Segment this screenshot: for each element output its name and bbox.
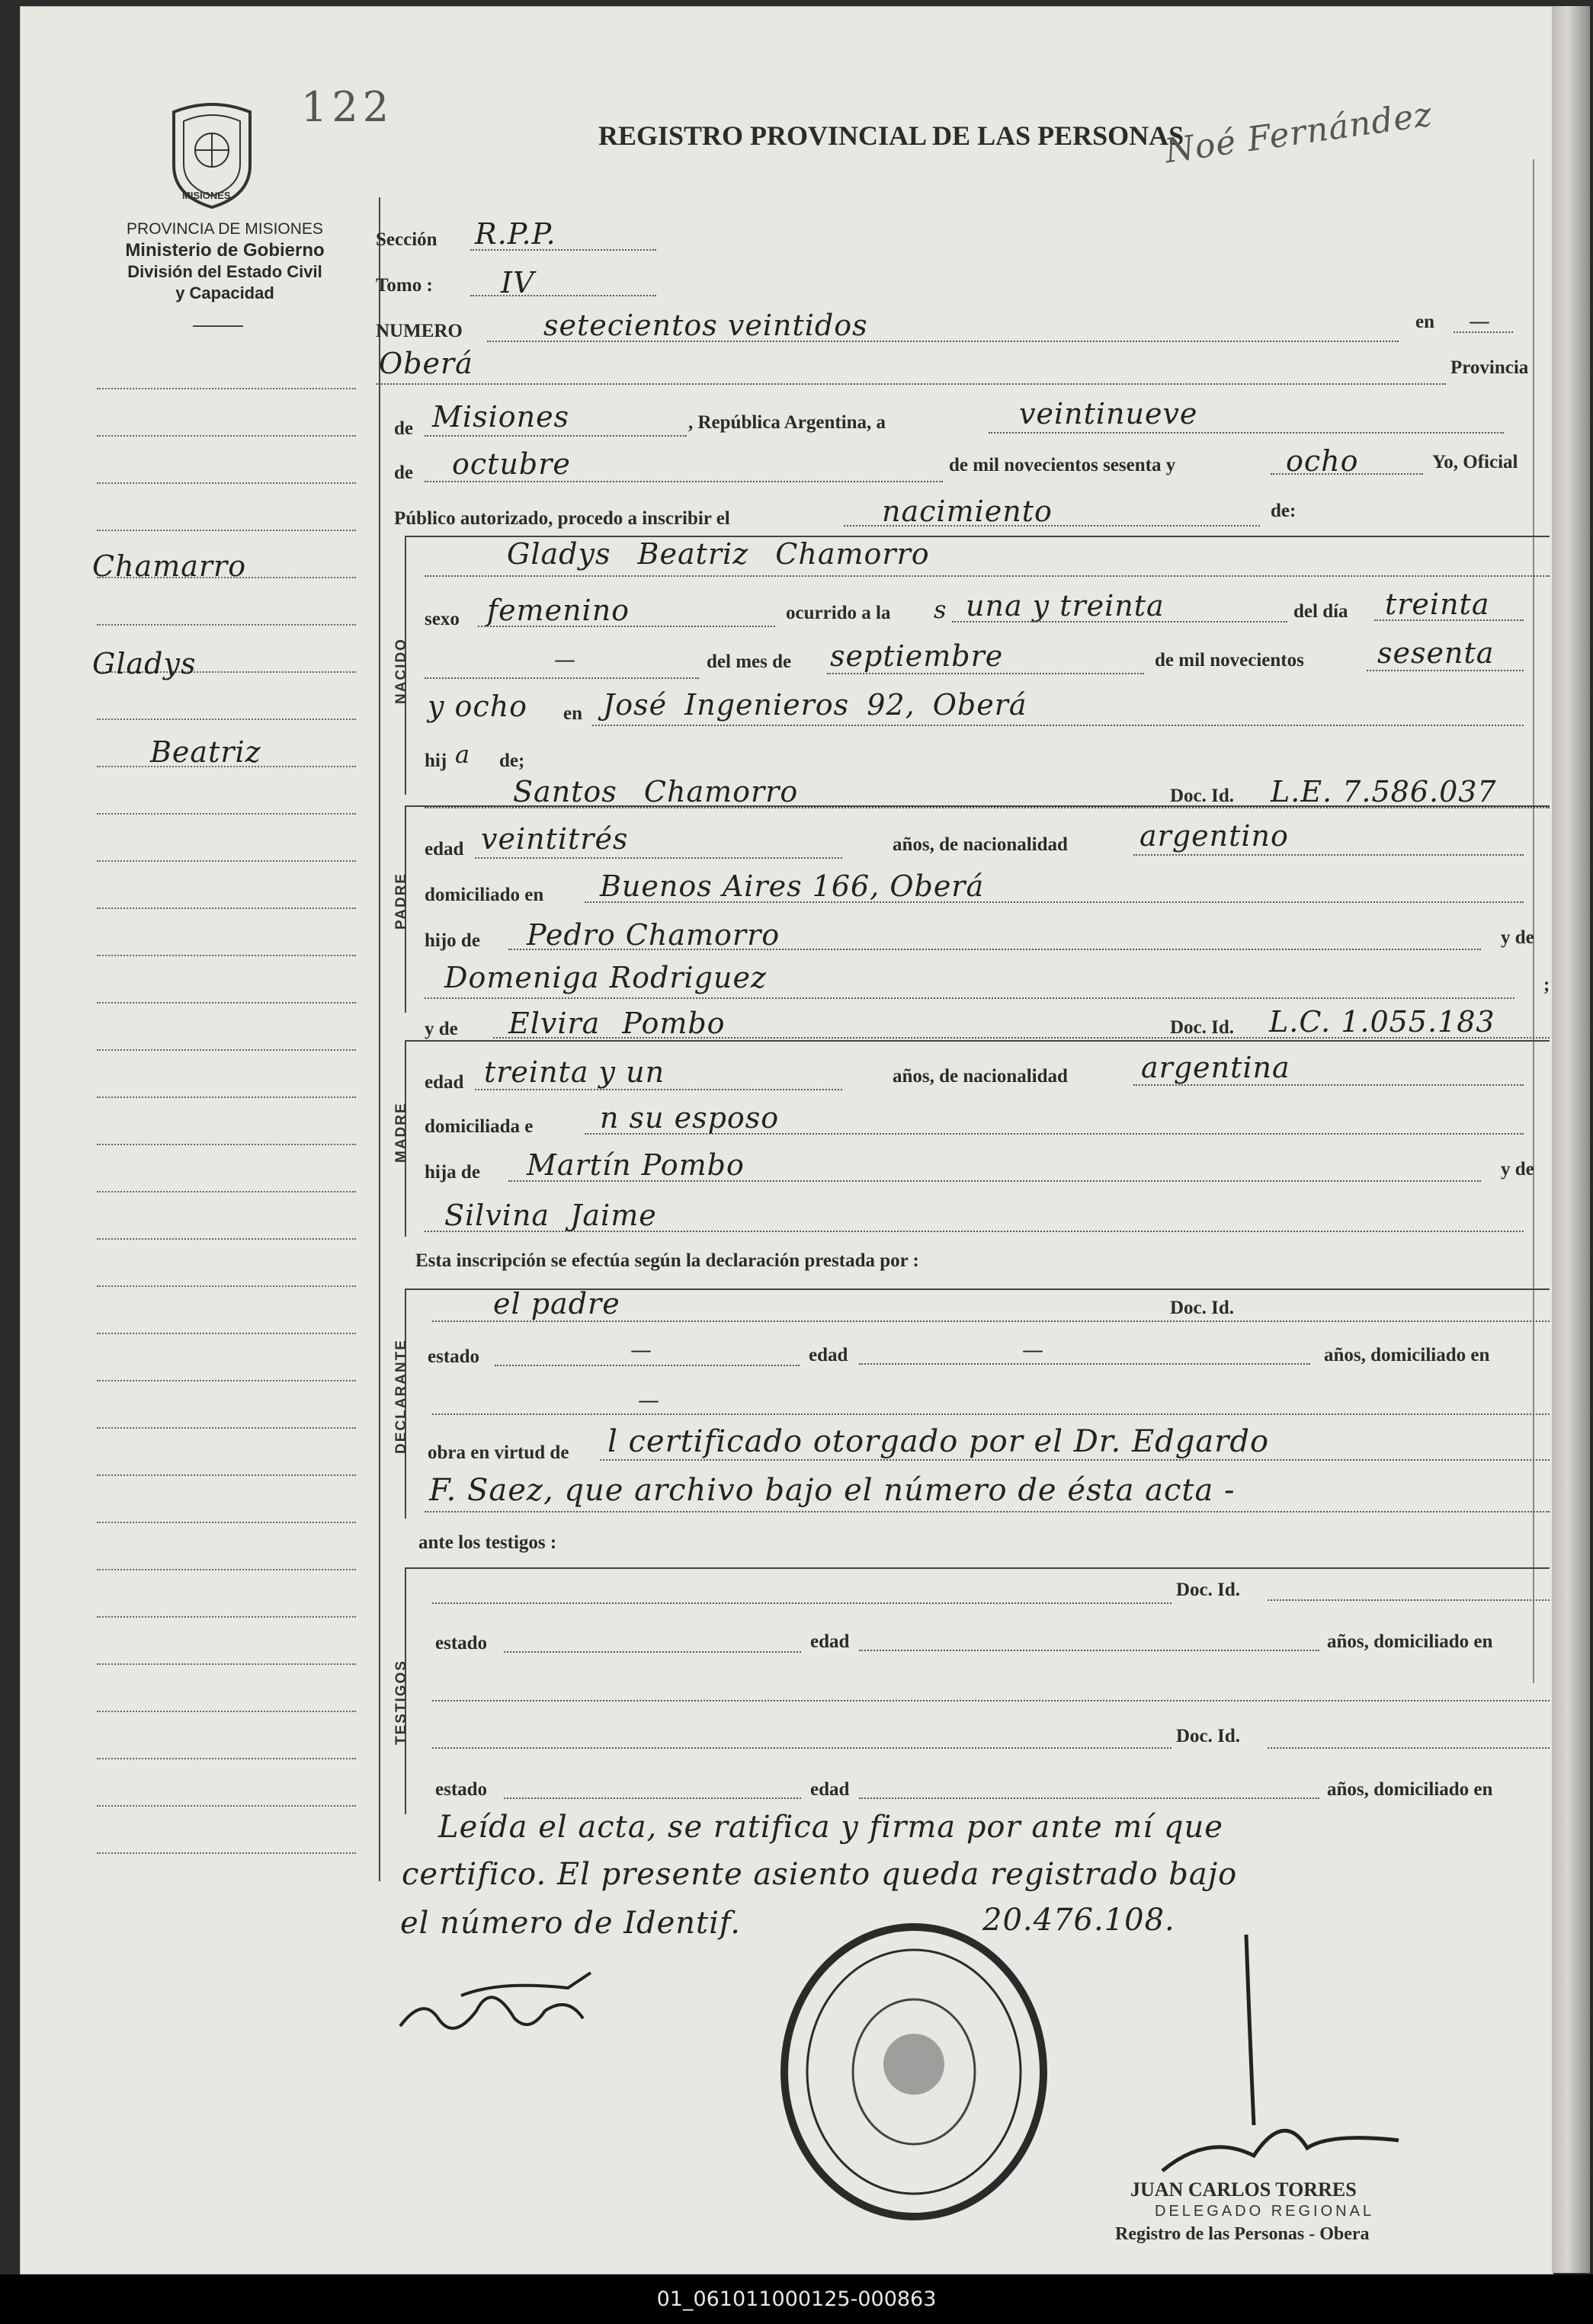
madre-doc-label: Doc. Id. (1170, 1017, 1235, 1038)
padre-y-de-label: y de (1501, 927, 1534, 948)
madre-label: MADRE (393, 1102, 409, 1163)
lugar-value: José Ingenieros 92, Oberá (603, 688, 1027, 722)
madre-edad-label: edad (425, 1072, 464, 1093)
officer-office: Registro de las Personas - Obera (1115, 2224, 1370, 2244)
file-id: 01_061011000125-000863 (0, 2274, 1593, 2324)
obra-value-2: F. Saez, que archivo bajo el número de ésta acta - (429, 1473, 1236, 1508)
nombre-value: Gladys Beatriz Chamorro (507, 537, 930, 571)
publico-label: Público autorizado, procedo a inscribir el (394, 508, 730, 529)
seccion-label: Sección (376, 229, 438, 250)
testigo2-anos-label: años, domiciliado en (1327, 1779, 1493, 1800)
closing-line3: el número de Identif. (400, 1906, 742, 1941)
testigo1-edad-label: edad (810, 1631, 850, 1652)
de-mil-label: de mil novecientos sesenta y (949, 455, 1176, 475)
margin-name1: Gladys (92, 647, 197, 680)
ano-value: sesenta (1377, 636, 1495, 670)
de-label-2: de (394, 463, 413, 483)
page-title: REGISTRO PROVINCIAL DE LAS PERSONAS (598, 120, 1184, 151)
agency-line2: Ministerio de Gobierno (125, 240, 325, 261)
yo-oficial-label: Yo, Oficial (1432, 452, 1518, 472)
hora-suffix-value: s (934, 595, 947, 624)
padre-semicolon: ; (1543, 975, 1550, 995)
localidad-value: Oberá (379, 347, 473, 380)
testigo1-estado-label: estado (435, 1633, 488, 1653)
sexo-label: sexo (425, 609, 460, 629)
seal-text: MISIONES (182, 190, 231, 201)
del-mes-label: del mes de (707, 651, 792, 672)
declarante-anos-label: años, domiciliado en (1324, 1345, 1490, 1365)
closing-dni: 20.476.108. (982, 1903, 1175, 1938)
madre-domicilio-label: domiciliada e (425, 1116, 534, 1137)
padre-nacionalidad-value: argentino (1139, 819, 1289, 853)
padre-edad-label: edad (425, 839, 464, 859)
margin-divider (379, 197, 380, 1881)
testigo1-anos-label: años, domiciliado en (1327, 1631, 1493, 1652)
padre-nombre-value: Santos Chamorro (513, 775, 799, 808)
madre-domicilio-value: n su esposo (600, 1101, 780, 1135)
provincia-value: Misiones (432, 400, 570, 434)
officer-signature (1132, 1927, 1406, 2178)
declarante-doc-label: Doc. Id. (1170, 1298, 1235, 1318)
testigo2-edad-label: edad (810, 1779, 850, 1800)
fecha-ano-value: ocho (1286, 444, 1359, 478)
register-page (20, 6, 1553, 2274)
declarante-nombre-value: el padre (493, 1287, 620, 1320)
declarant-signature (393, 1965, 621, 2049)
nacido-label: NACIDO (393, 638, 409, 704)
madre-doc-value: L.C. 1.055.183 (1269, 1005, 1495, 1039)
testigos-box (405, 1567, 1550, 1814)
declarante-edad-value: — (1022, 1337, 1044, 1362)
madre-nombre-value: Elvira Pombo (508, 1007, 726, 1040)
del-dia-label: del día (1293, 601, 1348, 622)
padre-doc-value: L.E. 7.586.037 (1271, 775, 1497, 808)
tomo-value: IV (501, 266, 535, 299)
madre-y-de-label-2: y de (1501, 1159, 1534, 1180)
de-label: de (394, 418, 413, 439)
madre-y-de-value: Silvina Jaime (444, 1199, 657, 1232)
margin-surname: Chamarro (92, 549, 247, 583)
book-edge (1552, 6, 1590, 2273)
testigo2-estado-label: estado (435, 1779, 488, 1800)
testigos-label: TESTIGOS (393, 1659, 409, 1745)
officer-role: DELEGADO REGIONAL (1155, 2203, 1375, 2220)
sexo-value: femenino (487, 594, 630, 627)
agency-line1: PROVINCIA DE MISIONES (127, 220, 323, 238)
agency-line3: División del Estado Civil (127, 262, 322, 281)
dia-value: treinta (1385, 587, 1490, 621)
de-mil2-label: de mil novecientos (1155, 650, 1304, 671)
declarante-label: DECLARANTE (393, 1339, 409, 1454)
agency-line4: y Capacidad (175, 283, 274, 303)
de-colon-label: de: (1271, 501, 1297, 521)
padre-hijo-de-value: Pedro Chamorro (527, 918, 780, 952)
declarante-estado-value: — (630, 1337, 652, 1362)
official-stamp-icon (769, 1912, 1059, 2232)
hora-value: una y treinta (966, 589, 1165, 623)
obra-value: l certificado otorgado por el Dr. Edgardo (607, 1424, 1270, 1459)
mes-value: septiembre (830, 639, 1004, 673)
padre-anos-label: años, de nacionalidad (893, 834, 1068, 855)
padre-domicilio-label: domiciliado en (425, 885, 544, 905)
agency-block (71, 219, 379, 304)
fecha-dia-value: veintinueve (1019, 397, 1198, 431)
madre-anos-label: años, de nacionalidad (893, 1066, 1068, 1087)
agency-divider (193, 325, 243, 327)
declarante-domicilio-value: — (638, 1388, 660, 1413)
declarante-estado-label: estado (428, 1346, 480, 1367)
hija-suffix-value: a (455, 740, 471, 769)
padre-label: PADRE (393, 872, 409, 930)
testigo1-doc-label: Doc. Id. (1176, 1580, 1241, 1600)
testigo2-doc-label: Doc. Id. (1176, 1726, 1241, 1746)
padre-domicilio-value: Buenos Aires 166, Oberá (600, 869, 985, 903)
numero-label: NUMERO (376, 321, 463, 341)
tomo-label: Tomo : (376, 275, 433, 296)
madre-hija-de-label: hija de (425, 1162, 480, 1183)
de-semicolon-label: de; (499, 751, 525, 771)
padre-y-de-value: Domeniga Rodriguez (444, 961, 767, 994)
ano-cont-value: y ocho (428, 690, 528, 723)
en-value: — (1469, 309, 1491, 334)
seccion-value: R.P.P. (475, 217, 556, 251)
ocurrido-label: ocurrido a la (786, 603, 891, 623)
ante-label: ante los testigos : (418, 1532, 557, 1553)
padre-doc-label: Doc. Id. (1170, 786, 1235, 806)
madre-nacionalidad-value: argentina (1141, 1051, 1290, 1084)
fecha-mes-value: octubre (452, 447, 571, 481)
padre-hijo-de-label: hijo de (425, 930, 480, 951)
republica-label: , República Argentina, a (688, 412, 886, 433)
page-number: 122 (301, 83, 394, 131)
madre-hija-de-value: Martín Pombo (527, 1148, 745, 1182)
inscripcion-label: Esta inscripción se efectúa según la declaración prestada por : (415, 1250, 919, 1271)
hij-label: hij (425, 751, 447, 771)
closing-line1: Leída el acta, se ratifica y firma por ante mí que (438, 1810, 1223, 1845)
obra-label: obra en virtud de (428, 1442, 569, 1463)
madre-edad-value: treinta y un (484, 1055, 665, 1089)
officer-name: JUAN CARLOS TORRES (1130, 2178, 1357, 2201)
padre-edad-value: veintitrés (481, 822, 629, 856)
margin-name2: Beatriz (150, 735, 261, 769)
provincia-label: Provincia (1450, 357, 1529, 378)
header-signature: Noé Fernández (1162, 94, 1435, 171)
closing-line2: certifico. El presente asiento queda registrado bajo (402, 1857, 1238, 1892)
en-label: en (1415, 312, 1434, 332)
dia-cont-value: — (554, 647, 576, 672)
en-label-2: en (563, 703, 582, 724)
declarante-edad-label: edad (809, 1345, 848, 1365)
madre-y-de-label: y de (425, 1019, 458, 1039)
numero-value: setecientos veintidos (543, 309, 868, 342)
acto-value: nacimiento (882, 495, 1053, 528)
